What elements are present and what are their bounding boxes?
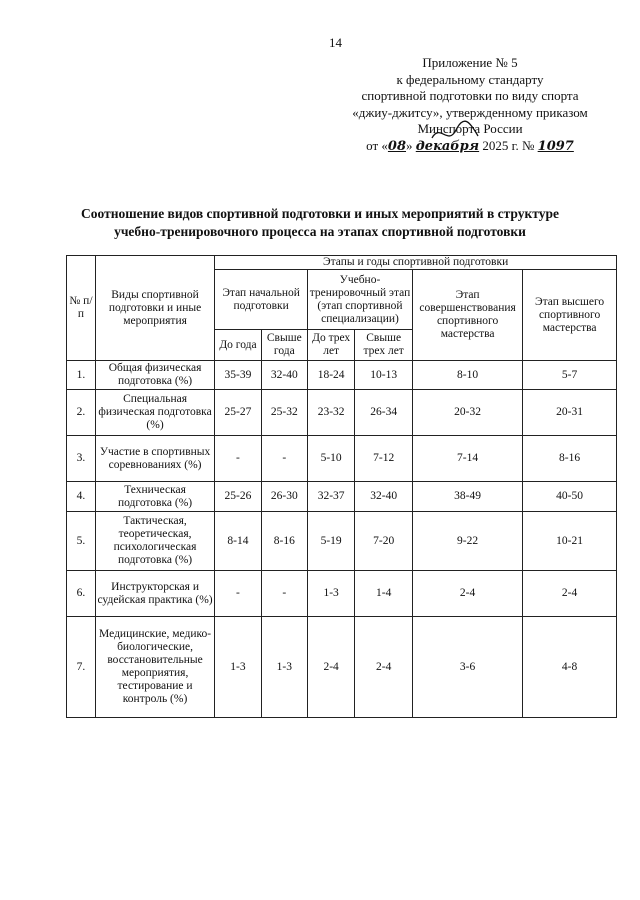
- cell-value: 2-4: [355, 617, 413, 718]
- cell-value: 2-4: [413, 571, 523, 617]
- cell-value: 8-16: [261, 512, 307, 571]
- title-line-1: Соотношение видов спортивной подготовки и иных мероприятий в структуре: [81, 206, 559, 221]
- cell-value: 9-22: [413, 512, 523, 571]
- cell-value: 35-39: [215, 361, 261, 390]
- table-row: [67, 512, 617, 571]
- cell-value: 8-16: [523, 436, 617, 482]
- cell-value: 32-40: [261, 361, 307, 390]
- cell-value: 1-3: [215, 617, 261, 718]
- header-over-year: Свыше года: [261, 330, 307, 361]
- header-types: Виды спортивной подготовки и иные мероприятия: [95, 256, 214, 361]
- cell-value: 10-21: [523, 512, 617, 571]
- cell-value: 26-34: [355, 390, 413, 436]
- cell-value: 2-4: [307, 617, 354, 718]
- cell-value: 20-32: [413, 390, 523, 436]
- cell-value: 32-40: [355, 482, 413, 512]
- cell-value: 38-49: [413, 482, 523, 512]
- cell-value: 25-32: [261, 390, 307, 436]
- cell-value: 4-8: [523, 617, 617, 718]
- date-prefix: от «: [366, 137, 388, 153]
- table-row: [67, 571, 617, 617]
- row-number: 2.: [67, 390, 96, 436]
- row-number: 5.: [67, 512, 96, 571]
- table-row: [67, 436, 617, 482]
- date-day: 08: [387, 138, 407, 154]
- header-up-to-three: До трех лет: [307, 330, 354, 361]
- header-initial-stage: Этап начальной подготовки: [215, 270, 308, 330]
- row-name: Техническая подготовка (%): [95, 482, 214, 512]
- table-row: [67, 361, 617, 390]
- cell-value: 7-20: [355, 512, 413, 571]
- cell-value: 23-32: [307, 390, 354, 436]
- row-name: Медицинские, медико-биологические, восстановительные мероприятия, тестирование и контроль (%): [95, 617, 214, 718]
- cell-value: -: [261, 436, 307, 482]
- cell-value: 1-4: [355, 571, 413, 617]
- header-improvement-stage: Этап совершенствования спортивного мастерства: [413, 270, 523, 361]
- date-month: декабря: [415, 138, 480, 154]
- header-num: № п/п: [67, 256, 96, 361]
- table-row: [67, 482, 617, 512]
- cell-value: 7-14: [413, 436, 523, 482]
- row-name: Участие в спортивных соревнованиях (%): [95, 436, 214, 482]
- header-up-to-year: До года: [215, 330, 261, 361]
- cell-value: 5-10: [307, 436, 354, 482]
- cell-value: 2-4: [523, 571, 617, 617]
- cell-value: 18-24: [307, 361, 354, 390]
- appendix-line-5: Минспорта России: [417, 121, 523, 136]
- cell-value: 3-6: [413, 617, 523, 718]
- cell-value: -: [261, 571, 307, 617]
- appendix-line-1: Приложение № 5: [422, 55, 518, 70]
- cell-value: 26-30: [261, 482, 307, 512]
- header-training-stage: Учебно-тренировочный этап (этап спортивной специализации): [307, 270, 412, 330]
- appendix-line-3: спортивной подготовки по виду спорта: [361, 88, 579, 103]
- cell-value: 7-12: [355, 436, 413, 482]
- cell-value: 5-19: [307, 512, 354, 571]
- cell-value: 25-27: [215, 390, 261, 436]
- header-stages-group: Этапы и годы спортивной подготовки: [215, 256, 617, 270]
- header-over-three: Свыше трех лет: [355, 330, 413, 361]
- appendix-line-4: «джиу-джитсу», утвержденному приказом: [352, 104, 588, 120]
- page-number: 14: [329, 35, 342, 50]
- row-name: Инструкторская и судейская практика (%): [95, 571, 214, 617]
- cell-value: -: [215, 436, 261, 482]
- row-number: 6.: [67, 571, 96, 617]
- row-number: 3.: [67, 436, 96, 482]
- signature-icon: [430, 118, 480, 148]
- title-line-2: учебно-тренировочного процесса на этапах спортивной подготовки: [114, 224, 526, 239]
- row-number: 7.: [67, 617, 96, 718]
- date-mid: »: [406, 137, 413, 153]
- date-year: 2025 г. №: [482, 137, 535, 153]
- cell-value: 5-7: [523, 361, 617, 390]
- row-name: Тактическая, теоретическая, психологическая подготовка (%): [95, 512, 214, 571]
- row-number: 4.: [67, 482, 96, 512]
- header-higher-stage: Этап высшего спортивного мастерства: [523, 270, 617, 361]
- document-title: [40, 205, 600, 241]
- row-number: 1.: [67, 361, 96, 390]
- cell-value: 32-37: [307, 482, 354, 512]
- order-number: 1097: [537, 138, 574, 154]
- cell-value: 1-3: [307, 571, 354, 617]
- cell-value: 25-26: [215, 482, 261, 512]
- table-row: [67, 390, 617, 436]
- row-name: Специальная физическая подготовка (%): [95, 390, 214, 436]
- appendix-line-2: к федеральному стандарту: [396, 71, 544, 87]
- row-name: Общая физическая подготовка (%): [95, 361, 214, 390]
- cell-value: 8-14: [215, 512, 261, 571]
- training-ratio-table: [66, 255, 617, 718]
- cell-value: 10-13: [355, 361, 413, 390]
- cell-value: 8-10: [413, 361, 523, 390]
- table-row: [67, 617, 617, 718]
- cell-value: -: [215, 571, 261, 617]
- cell-value: 1-3: [261, 617, 307, 718]
- cell-value: 40-50: [523, 482, 617, 512]
- cell-value: 20-31: [523, 390, 617, 436]
